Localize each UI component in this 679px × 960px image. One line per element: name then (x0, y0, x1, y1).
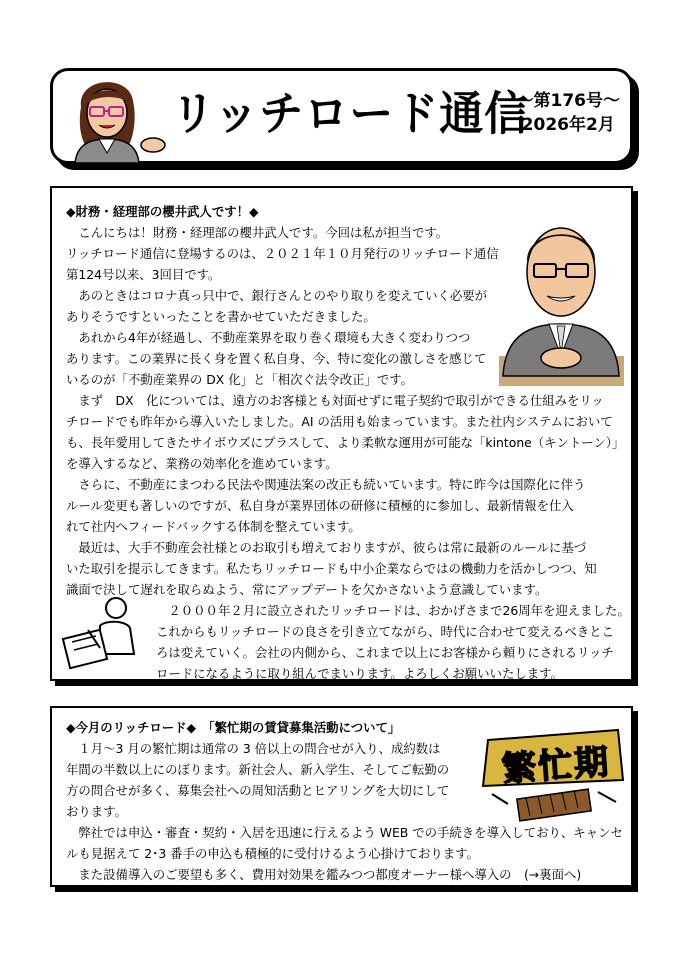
woman-avatar-icon (59, 67, 169, 163)
paragraph-line: 弊社では申込・審査・契約・入居を迅速に行えるよう WEB での手続きを導入しており、キャンセ (66, 825, 623, 840)
paragraph-line: も、長年愛用してきたサイボウズにプラスして、より柔軟な運用が可能な「kintone（キントーン）」 (66, 435, 625, 450)
paragraph-line: さらに、不動産にまつわる民法や関連法案の改正も続いています。特に昨今は国際化に伴う (66, 477, 586, 492)
paragraph-line: ありそうですといったことを書かせていただきました。 (66, 309, 376, 324)
paragraph-line: を導入するなど、業務の効率化を進めています。 (66, 456, 338, 471)
paragraph-line: また設備導入のご要望も多く、費用対効果を鑑みつつ都度オーナー様へ導入の (→裏面へ) (66, 867, 582, 882)
paragraph-line: おります。 (66, 804, 127, 819)
paragraph-line: リッチロード通信に登場するのは、２０２１年１０月発行のリッチロード通信 (66, 246, 499, 261)
writing-person-icon (60, 594, 148, 672)
article-busy-season (50, 706, 633, 887)
newsletter-header (50, 68, 633, 164)
paragraph-line: れて社内へフィードバックする体制を整えています。 (66, 519, 361, 534)
paragraph-line: 識面で決して遅れを取らぬよう、常にアップデートを欠かさないよう意識しています。 (66, 582, 548, 597)
paragraph-line: １月～3 月の繁忙期は通常の 3 倍以上の問合せが入り、成約数は (66, 741, 441, 756)
paragraph-line: これからもリッチロードの良さを引き立てながら、時代に合わせて変えるべきとこ (156, 624, 614, 639)
paragraph-line: ろは変えていく。会社の内側から、これまで以上にお客様から頼りにされるリッチ (156, 645, 614, 660)
paragraph-line: 最近は、大手不動産会社様とのお取引も増えておりますが、彼らは常に最新のルールに基づ (66, 540, 587, 555)
article-heading: ◆今月のリッチロード◆ 「繁忙期の賃貸募集活動について」 (66, 720, 401, 735)
busy-season-label: 繁忙期 (500, 742, 612, 790)
paragraph-line: いるのが「不動産業界の DX 化」と「相次ぐ法令改正」です。 (66, 372, 414, 387)
paragraph-line: 第124号以来、3回目です。 (66, 267, 221, 282)
paragraph-line: まず DX 化については、遠方のお客様とも対面せずに電子契約で取引ができる仕組みをリッ (66, 393, 604, 408)
paragraph-line: あのときはコロナ真っ只中で、銀行さんとのやり取りを変えていく必要が (66, 288, 488, 303)
paragraph-line: ２０００年２月に設立されたリッチロードは、おかげさまで26周年を迎えました。 (156, 603, 630, 618)
paragraph-line: 年間の半数以上にのぼります。新社会人、新入学生、そしてご転勤の (66, 762, 450, 777)
newsletter-title: リッチロード通信 (171, 87, 530, 142)
paragraph-line: こんにちは！財務・経理部の櫻井武人です。今回は私が担当です。 (66, 225, 449, 240)
paragraph-line: いた取引を提示してきます。私たちリッチロードも中小企業ならではの機動力を活かしつつ、知 (66, 561, 597, 576)
paragraph-line: あります。この業界に長く身を置く私自身、今、特に変化の激しさを感じて (66, 351, 487, 366)
article-finance-intro (50, 186, 633, 681)
paragraph-line: 方の問合せが多く、募集会社への周知活動とヒアリングを大切にして (66, 783, 450, 798)
issue-info (517, 89, 621, 137)
paragraph-line: ルも見据えて 2･3 番手の申込も積極的に受付けるよう心掛けております。 (66, 846, 479, 861)
man-portrait-icon (499, 206, 624, 386)
paragraph-line: ルール変更も著しいのですが、私自身が業界団体の研修に積極的に参加し、最新情報を仕入 (66, 498, 574, 513)
article-heading: ◆財務・経理部の櫻井武人です！◆ (66, 204, 259, 219)
paragraph-line: ロードになるように取り組んでまいります。よろしくお願いいたします。 (156, 666, 563, 681)
issue-number: ～第176号～ (516, 91, 620, 111)
paragraph-line: チロードでも昨年から導入いたしました。AI の活用も始まっています。また社内システムにおいて (66, 414, 613, 429)
busy-season-badge (478, 720, 628, 828)
issue-date: 2026年2月 (521, 115, 615, 135)
paragraph-line: あれから4年が経過し、不動産業界を取り巻く環境も大きく変わりつつ (66, 330, 471, 345)
